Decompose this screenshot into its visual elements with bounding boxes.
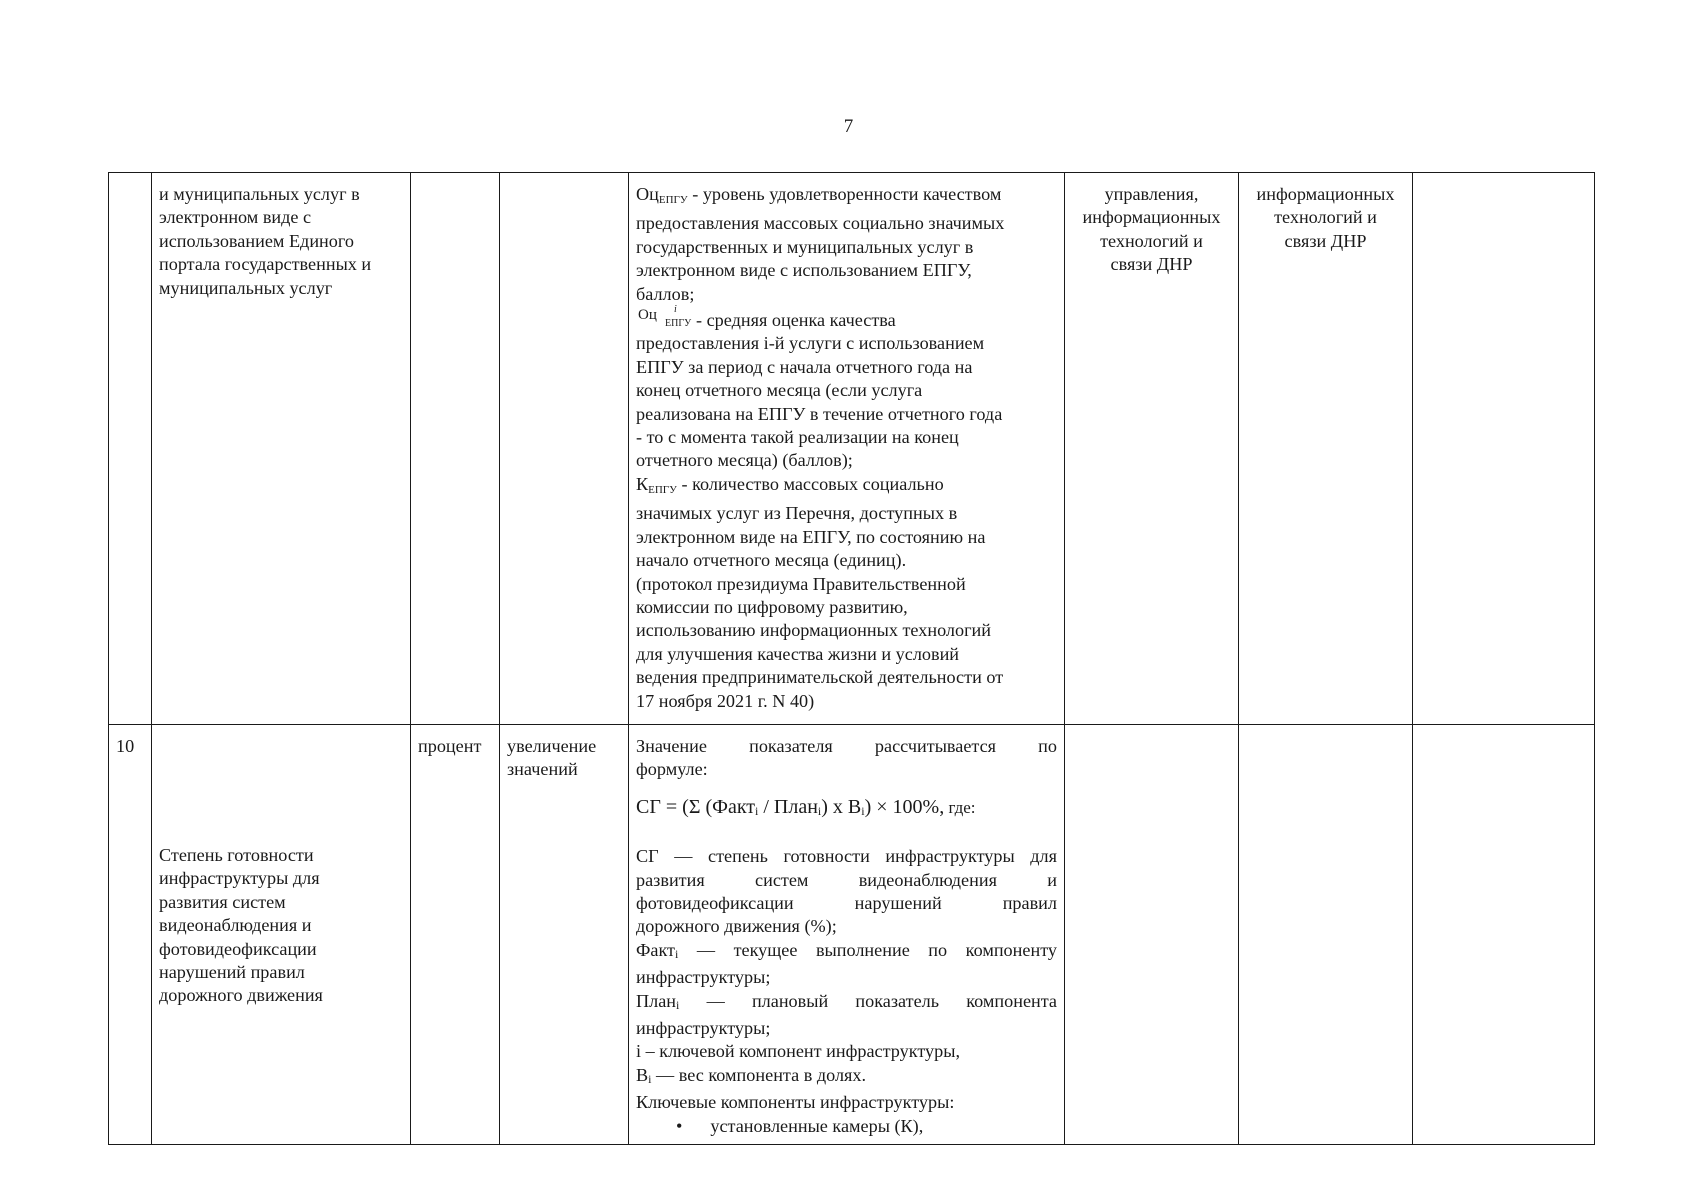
k-symbol: К <box>636 473 649 494</box>
cell-direction <box>500 725 629 1145</box>
oc-definition <box>636 183 1057 212</box>
method-line: электронном виде с использованием ЕПГУ, <box>636 260 972 281</box>
responsible-line: информационных <box>1082 207 1221 228</box>
k-definition <box>636 473 1057 502</box>
cell-coexecutor <box>1239 173 1413 725</box>
name-line: дорожного движения <box>159 985 323 1006</box>
method-line: Ключевые компоненты инфраструктуры: <box>636 1092 955 1113</box>
oc-symbol: Оц <box>636 184 659 204</box>
cell-indicator-name <box>152 725 411 1145</box>
method-line: i – ключевой компонент инфраструктуры, <box>636 1041 960 1062</box>
coexecutor-line: связи ДНР <box>1284 230 1367 251</box>
cell-coexecutor <box>1239 725 1413 1145</box>
method-line: комиссии по цифровому развитию, <box>636 596 908 617</box>
bullet-mark: • <box>676 1115 683 1136</box>
name-block <box>159 844 403 1008</box>
method-line: начало отчетного месяца (единиц). <box>636 550 907 571</box>
cell-direction <box>500 173 629 725</box>
b-definition: Вi — вес компонента в долях. <box>636 1064 867 1086</box>
oci-definition <box>636 306 1057 332</box>
oci-formula-image: Оц i ЕПГУ <box>638 304 692 330</box>
method-line: формуле: <box>636 759 708 780</box>
responsible-line: управления, <box>1104 184 1199 204</box>
direction-line: значений <box>507 759 578 780</box>
coexecutor-line: технологий и <box>1274 207 1377 228</box>
method-line: 17 ноября 2021 г. N 40) <box>636 690 815 711</box>
k-def-text: - количество массовых социально <box>681 473 944 494</box>
method-line: Значение показателя рассчитывается по <box>636 736 1057 756</box>
name-line: портала государственных и <box>159 254 372 275</box>
method-line: реализована на ЕПГУ в течение отчетного года <box>636 403 1003 424</box>
method-line: конец отчетного месяца (если услуга <box>636 380 923 401</box>
cell-last <box>1413 725 1595 1145</box>
cell-responsible <box>1065 725 1239 1145</box>
method-line: предоставления массовых социально значимых <box>636 213 1005 234</box>
method-line: дорожного движения (%); <box>636 916 837 937</box>
method-line: (протокол президиума Правительственной <box>636 573 966 594</box>
bullet-item: • установленные камеры (К), <box>676 1115 924 1136</box>
method-line: инфраструктуры; <box>636 1018 771 1039</box>
cell-indicator-name <box>152 173 411 725</box>
oc-def-text: - уровень удовлетворенности качеством <box>692 184 1002 204</box>
cell-method <box>629 725 1065 1145</box>
cell-method <box>629 173 1065 725</box>
method-line: предоставления i-й услуги с использованием <box>636 333 985 354</box>
method-line: СГ — степень готовности инфраструктуры для <box>636 846 1057 867</box>
cell-last <box>1413 173 1595 725</box>
method-line: ЕПГУ за период с начала отчетного года на <box>636 356 973 377</box>
oc-subscript: ЕПГУ <box>658 194 688 206</box>
method-line: отчетного месяца) (баллов); <box>636 450 853 471</box>
name-line: инфраструктуры для <box>159 868 320 889</box>
cell-unit <box>411 173 500 725</box>
responsible-line: технологий и <box>1100 230 1203 251</box>
name-line: электронном виде с <box>159 207 312 228</box>
page-number: 7 <box>843 116 854 137</box>
direction-line: увеличение <box>507 736 597 756</box>
cell-responsible <box>1065 173 1239 725</box>
name-line: фотовидеофиксации <box>159 938 317 959</box>
method-line: инфраструктуры; <box>636 967 771 988</box>
method-line: - то с момента такой реализации на конец <box>636 427 959 448</box>
k-subscript: ЕПГУ <box>648 483 677 496</box>
cell-num <box>109 173 152 725</box>
method-line: развития систем видеонаблюдения и <box>636 869 1057 890</box>
name-line: Степень готовности <box>159 845 314 865</box>
method-line: использованию информационных технологий <box>636 620 992 641</box>
oci-def-text: - средняя оценка качества <box>696 310 896 331</box>
name-line: использованием Единого <box>159 230 354 251</box>
name-line: развития систем <box>159 891 286 912</box>
method-line: государственных и муниципальных услуг в <box>636 236 974 257</box>
name-line: муниципальных услуг <box>159 277 333 298</box>
name-line: нарушений правил <box>159 962 305 983</box>
method-line: для улучшения качества жизни и условий <box>636 643 960 664</box>
fact-definition: Фактi — текущее выполнение по компоненту <box>636 939 1057 961</box>
plan-definition: Планi — плановый показатель компонента <box>636 990 1057 1012</box>
method-line: электронном виде на ЕПГУ, по состоянию на <box>636 526 986 547</box>
coexecutor-line: информационных <box>1256 184 1395 204</box>
method-line: баллов; <box>636 283 695 304</box>
indicators-table <box>108 172 1595 1145</box>
table-row-10 <box>109 725 1595 1145</box>
method-line: фотовидеофиксации нарушений правил <box>636 893 1057 914</box>
table-row-continued <box>109 173 1595 725</box>
method-line: значимых услуг из Перечня, доступных в <box>636 503 958 524</box>
cell-unit: процент <box>411 725 500 1145</box>
formula: СГ = (Σ (Фактi / Планi) х Вi) × 100%, где: <box>636 795 976 818</box>
method-line: ведения предпринимательской деятельности от <box>636 667 1004 688</box>
name-line: и муниципальных услуг в <box>159 184 360 204</box>
name-line: видеонаблюдения и <box>159 915 312 936</box>
cell-num: 10 <box>109 725 152 1145</box>
responsible-line: связи ДНР <box>1110 254 1193 275</box>
